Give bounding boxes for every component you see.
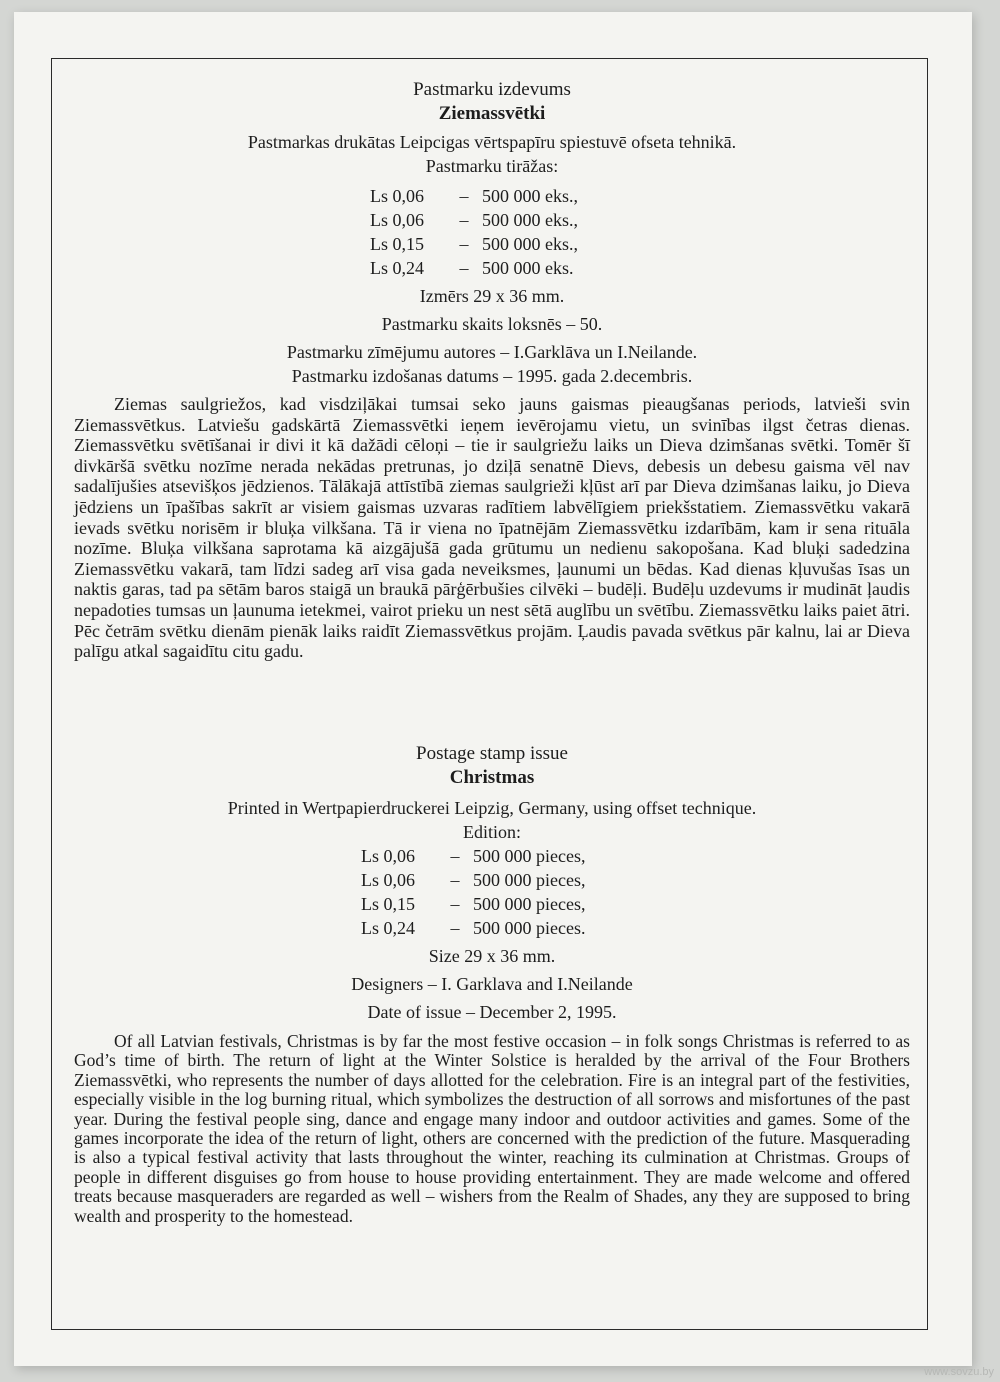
edition-dash: – xyxy=(450,846,460,866)
edition-price: Ls 0,15 xyxy=(361,894,415,914)
edition-price: Ls 0,06 xyxy=(361,870,415,890)
lv-edition-row xyxy=(74,256,910,280)
lv-designers: Pastmarku zīmējumu autores – I.Garklāva un I.Neilande. xyxy=(286,342,698,362)
en-heading: Postage stamp issue xyxy=(416,743,568,764)
edition-quantity: 500 000 pieces, xyxy=(473,846,586,866)
watermark: www.sovzu.by xyxy=(924,1366,994,1378)
edition-dash: – xyxy=(450,894,460,914)
edition-quantity: 500 000 eks., xyxy=(482,234,578,254)
english-section xyxy=(74,742,910,1226)
lv-title: Ziemassvētki xyxy=(438,103,546,124)
edition-price: Ls 0,24 xyxy=(370,258,424,278)
en-designers: Designers – I. Garklava and I.Neilande xyxy=(351,974,633,994)
latvian-section xyxy=(74,78,910,662)
edition-quantity: 500 000 eks., xyxy=(482,186,578,206)
lv-edition-row xyxy=(74,232,910,256)
edition-price: Ls 0,06 xyxy=(361,846,415,866)
edition-quantity: 500 000 pieces, xyxy=(473,894,586,914)
en-edition-row xyxy=(74,916,910,940)
edition-dash: – xyxy=(450,870,460,890)
edition-quantity: 500 000 pieces. xyxy=(473,918,586,938)
lv-printed-line: Pastmarkas drukātas Leipcigas vērtspapīru spiestuvē ofseta tehnikā. xyxy=(247,132,737,152)
en-edition-row xyxy=(74,844,910,868)
en-edition-label: Edition: xyxy=(463,822,521,842)
lv-edition-row xyxy=(74,208,910,232)
edition-price: Ls 0,06 xyxy=(370,186,424,206)
edition-dash: – xyxy=(459,210,469,230)
document-sheet xyxy=(14,12,972,1366)
en-edition-row xyxy=(74,868,910,892)
edition-dash: – xyxy=(459,186,469,206)
edition-dash: – xyxy=(459,258,469,278)
lv-sheet-count: Pastmarku skaits loksnēs – 50. xyxy=(381,314,603,334)
en-printed-line: Printed in Wertpapierdruckerei Leipzig, Germany, using offset technique. xyxy=(227,798,757,818)
en-size: Size 29 x 36 mm. xyxy=(428,946,556,966)
edition-price: Ls 0,06 xyxy=(370,210,424,230)
edition-dash: – xyxy=(459,234,469,254)
lv-heading: Pastmarku izdevums xyxy=(413,79,571,100)
edition-quantity: 500 000 eks., xyxy=(482,210,578,230)
lv-edition-label: Pastmarku tirāžas: xyxy=(425,156,559,176)
edition-price: Ls 0,24 xyxy=(361,918,415,938)
en-title: Christmas xyxy=(449,767,535,788)
en-edition-row xyxy=(74,892,910,916)
lv-size: Izmērs 29 x 36 mm. xyxy=(419,286,565,306)
lv-edition-list xyxy=(74,184,910,280)
en-edition-list xyxy=(74,844,910,940)
lv-edition-row xyxy=(74,184,910,208)
edition-dash: – xyxy=(450,918,460,938)
en-body-paragraph: Of all Latvian festivals, Christmas is by far the most festive occasion – in folk songs Christmas is referred to as God’s time of birth. The return of light at the Winter Solstice is heralded by the arrival of the Four Brothers Ziemassvētki, who represents the number of days allotted for the celebration. Fire is an integral part of the festivities, especially visible in the log burning ritual, which symbolizes the destruction of all sorrows and misfortunes of the past year. During the festival people sing, dance and engage many indoor and outdoor activities and games. Some of the games incorporate the idea of the return of light, others are concerned with the prediction of the future. Masquerading is also a typical festival activity that lasts throughout the winter, reaching its culmination at Christmas. Groups of people in different disguises go from house to house providing entertainment. They are made welcome and offered treats because masqueraders are regarded as well – wishers from the Realm of Shades, any they are supposed to bring wealth and prosperity to the homestead. xyxy=(74,1031,910,1226)
en-issue-date: Date of issue – December 2, 1995. xyxy=(367,1002,617,1022)
edition-price: Ls 0,15 xyxy=(370,234,424,254)
edition-quantity: 500 000 pieces, xyxy=(473,870,586,890)
lv-issue-date: Pastmarku izdošanas datums – 1995. gada 2.decembris. xyxy=(291,366,693,386)
edition-quantity: 500 000 eks. xyxy=(482,258,574,278)
lv-body-paragraph: Ziemas saulgriežos, kad visdziļākai tumsai seko jauns gaismas pieaugšanas periods, latvieši svin Ziemassvētkus. Latviešu gadskārtā Ziemassvētki ieņem ievērojamu vietu, un svinības ilgst četras dienas. Ziemassvētku svētīšanai ir divi it kā dažādi cēloņi – tie ir saulgriežu laiks un Dieva dzimšanas svētki. Tomēr šī divkāršā svētku nozīme nerada nekādas pretrunas, jo dziļā senatnē Dievs, debesis un debesu gaisma vēl nav sadalījušies atsevišķos jēdzienos. Tālākajā attīstībā ziemas saulgrieži kļūst arī par Dieva dzimšanas laiku, jo Dieva jēdziens un īpašības sakrīt ar visiem gaismas uzvaras radītiem labvēlīgiem priekšstatiem. Ziemassvētku vakarā ievads svētku norisēm ir bluķa vilkšana. Tā ir viena no īpatnējām Ziemassvētku izdarībām, kam ir sena rituāla nozīme. Bluķa vilkšana saprotama kā aizgājušā gada grūtumu un nedienu sakopošana. Kad bluķi sadedzina Ziemassvētku vakarā, tam līdzi sadeg arī visa gada neveiksmes, ļaunumi un bēdas. Kad dienas kļuvušas īsas un naktis garas, tad pa sētām baros staigā un braukā pārģērbušies cilvēki – budēļi. Budēļu uzdevums ir mudināt ļaudis nepadoties tumsas un ļaunuma ietekmei, vairot prieku un nest sētā auglību un svētību. Ziemassvētku laiks paiet ātri. Pēc četrām svētku dienām pienāk laiks raidīt Ziemassvētkus projām. Ļaudis pavada svētkus pār kalnu, lai ar Dieva palīgu atkal sagaidītu citu gadu. xyxy=(74,394,910,662)
